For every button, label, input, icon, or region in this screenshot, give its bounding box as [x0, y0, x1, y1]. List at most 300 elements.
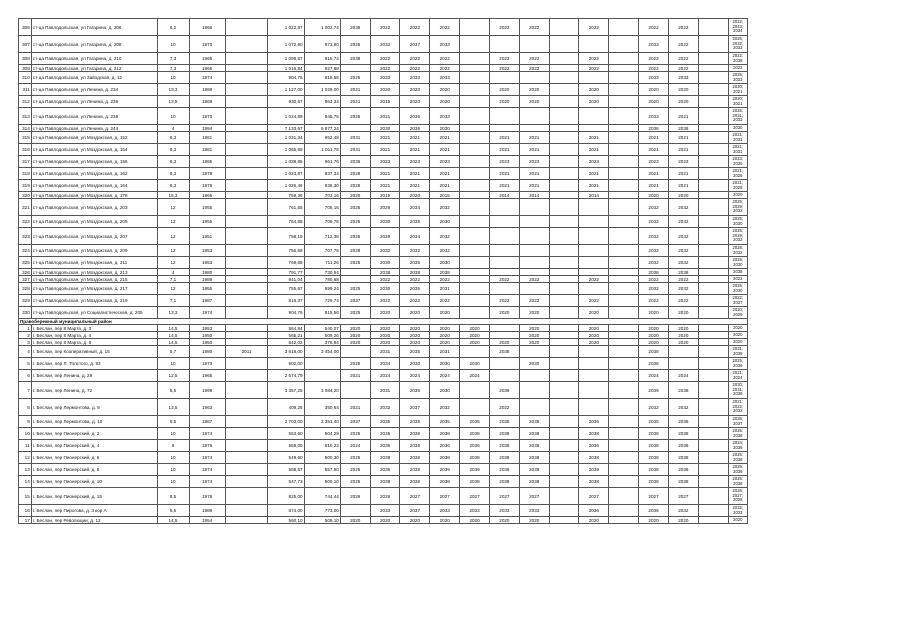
cell-f: 2035	[340, 156, 370, 168]
cell-q: 2036	[668, 440, 698, 452]
cell-q: 2021	[668, 144, 698, 156]
table-row	[19, 199, 748, 216]
cell-h: 2024	[400, 370, 430, 382]
cell-h: 2020	[400, 96, 430, 108]
cell-i: 2032	[430, 245, 460, 257]
cell-h: 2036	[400, 108, 430, 125]
cell-k: 2020	[489, 517, 519, 524]
cell-addr: ст-ца Павлодольская, ул Моздокская, д. 207	[31, 228, 157, 245]
cell-q: 2032	[668, 245, 698, 257]
cell-k	[489, 332, 519, 339]
cell-o	[609, 144, 639, 156]
cell-addr: ст-ца Павлодольская, ул Моздокская, д. 205	[31, 216, 157, 228]
cell-o	[609, 96, 639, 108]
cell-c	[225, 199, 268, 216]
cell-d: 3 357,25	[268, 382, 304, 399]
cell-a: 9,3	[157, 168, 189, 180]
cell-m	[549, 192, 579, 199]
cell-o	[609, 452, 639, 464]
cell-i: 2036	[430, 440, 460, 452]
cell-p: 2032	[639, 283, 669, 295]
cell-n2: 2027	[579, 488, 609, 505]
cell-h: 2021	[400, 180, 430, 192]
cell-l: 2039	[519, 464, 549, 476]
cell-f: 2020	[340, 332, 370, 339]
cell-o	[609, 65, 639, 72]
cell-n2: 2022	[579, 295, 609, 307]
cell-l: 2020	[519, 517, 549, 524]
cell-o	[609, 399, 639, 416]
cell-a: 9,3	[157, 144, 189, 156]
cell-r: 2022	[728, 65, 747, 72]
cell-c	[225, 53, 268, 65]
cell-h: 2020	[400, 192, 430, 199]
cell-m	[549, 180, 579, 192]
cell-addr: г. Беслан, пер Ленина, д. 29	[31, 370, 157, 382]
cell-e: 2 351,40	[304, 416, 340, 428]
cell-o	[609, 339, 639, 346]
cell-n2: 2020	[579, 96, 609, 108]
cell-e: 945,76	[304, 108, 340, 125]
cell-p: 2022	[639, 65, 669, 72]
cell-addr: ст-ца Павлодольская, ул Гагарина, д. 208	[31, 36, 157, 53]
cell-q: 2020	[668, 325, 698, 332]
cell-d: 1 038,85	[268, 156, 304, 168]
cell-k: 2020	[489, 307, 519, 319]
cell-n2	[579, 283, 609, 295]
cell-p: 2022	[639, 276, 669, 283]
cell-c	[225, 192, 268, 199]
cell-b: 1973	[189, 358, 225, 370]
cell-e: 863,34	[304, 96, 340, 108]
cell-p: 2020	[639, 339, 669, 346]
cell-a: 12	[157, 245, 189, 257]
cell-f: 2020	[340, 192, 370, 199]
cell-d: 547,73	[268, 476, 304, 488]
cell-b: 1980	[189, 269, 225, 276]
cell-c	[225, 488, 268, 505]
cell-addr: г. Беслан, пер Пирогова, д. 3 кор А	[31, 505, 157, 517]
cell-a: 10	[157, 428, 189, 440]
cell-o	[609, 245, 639, 257]
cell-h: 2027	[400, 488, 430, 505]
cell-q: 2032	[668, 199, 698, 216]
cell-r: 2025; 2029; 2032	[728, 199, 747, 216]
cell-m	[549, 84, 579, 96]
cell-k: 2021	[489, 144, 519, 156]
cell-f: 2021	[340, 370, 370, 382]
cell-k	[489, 325, 519, 332]
cell-n: 3	[19, 339, 32, 346]
cell-e: 500,10	[304, 476, 340, 488]
cell-empty	[698, 276, 728, 283]
cell-a: 10	[157, 36, 189, 53]
cell-f: 2025	[340, 228, 370, 245]
cell-i: 2030	[430, 382, 460, 399]
cell-c	[225, 339, 268, 346]
cell-k: 2022	[489, 399, 519, 416]
cell-p: 2038	[639, 476, 669, 488]
cell-r: 2022	[728, 276, 747, 283]
cell-n2	[579, 346, 609, 358]
cell-q: 2038	[668, 125, 698, 132]
cell-d: 2 703,00	[268, 416, 304, 428]
cell-q	[668, 358, 698, 370]
cell-g: 2022	[370, 53, 400, 65]
cell-m	[549, 488, 579, 505]
cell-empty	[698, 488, 728, 505]
cell-q: 2024	[668, 370, 698, 382]
cell-empty	[698, 416, 728, 428]
cell-c	[225, 72, 268, 84]
cell-j: 2038	[460, 452, 490, 464]
cell-j	[460, 199, 490, 216]
cell-o	[609, 132, 639, 144]
cell-n2: 2020	[579, 517, 609, 524]
table-row	[19, 307, 748, 319]
cell-n2: 2020	[579, 307, 609, 319]
cell-d: 1 022,87	[268, 19, 304, 36]
cell-e	[304, 358, 340, 370]
cell-m	[549, 276, 579, 283]
cell-e: 1 029,00	[304, 84, 340, 96]
table-row	[19, 370, 748, 382]
cell-c	[225, 464, 268, 476]
cell-f: 2028	[340, 245, 370, 257]
cell-r: 2021; 2024	[728, 370, 747, 382]
cell-n: 308	[19, 53, 32, 65]
cell-i: 2020	[430, 517, 460, 524]
cell-n: 316	[19, 144, 32, 156]
cell-g: 2021	[370, 144, 400, 156]
cell-empty	[698, 283, 728, 295]
cell-r: 2021; 2028	[728, 180, 747, 192]
table-row	[19, 245, 748, 257]
cell-q: 2038	[668, 476, 698, 488]
cell-i: 2021	[430, 180, 460, 192]
cell-h: 2036	[400, 440, 430, 452]
cell-l: 2020	[519, 96, 549, 108]
cell-k: 2027	[489, 488, 519, 505]
table-row	[19, 192, 748, 199]
cell-n: 323	[19, 228, 32, 245]
cell-e: 500,30	[304, 452, 340, 464]
cell-l	[519, 346, 549, 358]
cell-addr: ст-ца Павлодольская, ул Моздокская, д. 156	[31, 156, 157, 168]
cell-i: 2035	[430, 416, 460, 428]
cell-c	[225, 517, 268, 524]
cell-g: 2031	[370, 382, 400, 399]
cell-n2: 2021	[579, 180, 609, 192]
cell-k	[489, 216, 519, 228]
table-row	[19, 452, 748, 464]
cell-n: 321	[19, 199, 32, 216]
cell-i: 2020	[430, 96, 460, 108]
cell-i: 2020	[430, 339, 460, 346]
cell-d: 3 618,00	[268, 346, 304, 358]
cell-c	[225, 452, 268, 464]
cell-f: 2020	[340, 325, 370, 332]
cell-addr: ст-ца Павлодольская, ул Моздокская, д. 213	[31, 269, 157, 276]
table-row	[19, 65, 748, 72]
cell-a: 13,3	[157, 307, 189, 319]
cell-i: 2033	[430, 108, 460, 125]
cell-m	[549, 295, 579, 307]
table-row	[19, 358, 748, 370]
cell-k: 2036	[489, 440, 519, 452]
cell-k: 2038	[489, 476, 519, 488]
cell-d: 761,56	[268, 199, 304, 216]
cell-l	[519, 72, 549, 84]
cell-g: 2033	[370, 72, 400, 84]
cell-i: 2021	[430, 132, 460, 144]
cell-i: 2015	[430, 192, 460, 199]
cell-f: 2025	[340, 476, 370, 488]
cell-empty	[698, 517, 728, 524]
cell-empty	[698, 125, 728, 132]
cell-h: 2020	[400, 325, 430, 332]
cell-b: 1953	[189, 257, 225, 269]
cell-j	[460, 295, 490, 307]
cell-i: 2030	[430, 358, 460, 370]
cell-l: 2020	[519, 332, 549, 339]
cell-e: 509,26	[304, 332, 340, 339]
cell-l: 2022	[519, 276, 549, 283]
cell-d: 549,60	[268, 452, 304, 464]
cell-j	[460, 245, 490, 257]
cell-n2	[579, 216, 609, 228]
cell-h: 2032	[400, 245, 430, 257]
cell-o	[609, 125, 639, 132]
cell-f: 2020	[340, 339, 370, 346]
cell-r: 2025; 2038	[728, 476, 747, 488]
table-row	[19, 505, 748, 517]
cell-n: 326	[19, 269, 32, 276]
cell-n: 312	[19, 96, 32, 108]
cell-addr: г. Беслан, пер 8 Марта, д. 3	[31, 325, 157, 332]
cell-f	[340, 346, 370, 358]
cell-j: 2036	[460, 440, 490, 452]
cell-o	[609, 156, 639, 168]
cell-i: 2020	[430, 325, 460, 332]
table-row	[19, 156, 748, 168]
cell-j	[460, 19, 490, 36]
cell-c	[225, 428, 268, 440]
cell-k	[489, 370, 519, 382]
cell-j	[460, 72, 490, 84]
cell-r: 2032; 2033	[728, 505, 747, 517]
cell-r: 2028; 2032	[728, 245, 747, 257]
cell-l	[519, 269, 549, 276]
cell-r: 2021; 2022; 2032	[728, 399, 747, 416]
cell-k: 2035	[489, 416, 519, 428]
cell-h: 2034	[400, 199, 430, 216]
cell-addr: ст-ца Павлодольская, ул Моздокская, д. 154	[31, 144, 157, 156]
cell-i: 2024	[430, 370, 460, 382]
cell-n2: 2039	[579, 464, 609, 476]
cell-m	[549, 517, 579, 524]
cell-p: 2038	[639, 346, 669, 358]
cell-a: 13,5	[157, 399, 189, 416]
cell-n: 320	[19, 192, 32, 199]
cell-r: 2020; 2025	[728, 307, 747, 319]
cell-addr: ст-ца Павлодольская, ул Моздокская, д. 209	[31, 245, 157, 257]
cell-e: 540,07	[304, 325, 340, 332]
cell-k	[489, 358, 519, 370]
cell-k: 2021	[489, 180, 519, 192]
cell-k: 2038	[489, 452, 519, 464]
cell-e: 509,10	[304, 517, 340, 524]
cell-empty	[698, 72, 728, 84]
cell-e: 936,30	[304, 180, 340, 192]
table-row	[19, 428, 748, 440]
cell-f: 2025	[340, 216, 370, 228]
cell-n2: 2020	[579, 339, 609, 346]
cell-c	[225, 370, 268, 382]
cell-b: 1978	[189, 180, 225, 192]
cell-q: 2023	[668, 156, 698, 168]
cell-r: 2025; 2031; 2033	[728, 108, 747, 125]
cell-e: 915,74	[304, 53, 340, 65]
cell-c	[225, 84, 268, 96]
cell-i: 2032	[430, 399, 460, 416]
cell-j	[460, 168, 490, 180]
cell-n2: 2038	[579, 428, 609, 440]
cell-empty	[698, 370, 728, 382]
cell-q: 2036	[668, 464, 698, 476]
table-row	[19, 19, 748, 36]
cell-h: 2037	[400, 36, 430, 53]
cell-d: 1 015,84	[268, 65, 304, 72]
cell-r: 2035; 2037	[728, 416, 747, 428]
cell-k	[489, 228, 519, 245]
cell-i: 2038	[430, 476, 460, 488]
cell-e: 730,54	[304, 269, 340, 276]
cell-c	[225, 245, 268, 257]
cell-n: 4	[19, 346, 32, 358]
cell-d: 1 099,67	[268, 53, 304, 65]
cell-m	[549, 245, 579, 257]
cell-l: 2038	[519, 428, 549, 440]
cell-empty	[698, 192, 728, 199]
cell-addr: г. Беслан, пер 8 Марта, д. 6	[31, 339, 157, 346]
cell-l	[519, 228, 549, 245]
cell-m	[549, 399, 579, 416]
cell-f: 2037	[340, 416, 370, 428]
cell-h: 2036	[400, 382, 430, 399]
cell-l: 2038	[519, 452, 549, 464]
cell-o	[609, 358, 639, 370]
cell-m	[549, 283, 579, 295]
cell-m	[549, 358, 579, 370]
cell-l: 2022	[519, 53, 549, 65]
cell-h: 2021	[400, 168, 430, 180]
cell-n: 309	[19, 65, 32, 72]
cell-j	[460, 125, 490, 132]
cell-addr: ст-ца Павлодольская, ул Ленина, д. 236	[31, 96, 157, 108]
cell-k: 2023	[489, 156, 519, 168]
cell-m	[549, 108, 579, 125]
cell-a: 5,5	[157, 505, 189, 517]
cell-o	[609, 488, 639, 505]
table-row	[19, 84, 748, 96]
cell-g: 2020	[370, 517, 400, 524]
cell-m	[549, 452, 579, 464]
cell-p: 2032	[639, 399, 669, 416]
cell-a: 12	[157, 228, 189, 245]
cell-r: 2031; 2038	[728, 346, 747, 358]
cell-empty	[698, 132, 728, 144]
cell-m	[549, 72, 579, 84]
cell-e: 504,29	[304, 428, 340, 440]
cell-h: 2033	[400, 72, 430, 84]
cell-b: 1974	[189, 476, 225, 488]
cell-j	[460, 144, 490, 156]
cell-p: 2036	[639, 358, 669, 370]
cell-p: 2036	[639, 505, 669, 517]
cell-g: 2029	[370, 199, 400, 216]
cell-addr: г. Беслан, пер Лермонтова, д. 8	[31, 399, 157, 416]
cell-m	[549, 36, 579, 53]
cell-k: 2022	[489, 276, 519, 283]
cell-n: 10	[19, 428, 32, 440]
table-row	[19, 464, 748, 476]
cell-r: 2025; 2036	[728, 358, 747, 370]
cell-n: 5	[19, 358, 32, 370]
cell-k	[489, 199, 519, 216]
cell-g: 2022	[370, 65, 400, 72]
cell-p: 2033	[639, 72, 669, 84]
table-row	[19, 332, 748, 339]
cell-e: 780,68	[304, 276, 340, 283]
cell-r: 2020	[728, 339, 747, 346]
cell-g: 2034	[370, 358, 400, 370]
table-row	[19, 399, 748, 416]
cell-k: 2022	[489, 19, 519, 36]
cell-b: 1974	[189, 72, 225, 84]
cell-g: 2015	[370, 96, 400, 108]
cell-d: 755,67	[268, 283, 304, 295]
cell-b: 1976	[189, 488, 225, 505]
cell-d: 564,84	[268, 325, 304, 332]
cell-a: 12	[157, 257, 189, 269]
cell-e: 707,76	[304, 245, 340, 257]
cell-k: 2033	[489, 505, 519, 517]
cell-h: 2038	[400, 452, 430, 464]
cell-f: 2025	[340, 464, 370, 476]
cell-q: 2020	[668, 84, 698, 96]
cell-c	[225, 505, 268, 517]
cell-r: 2038	[728, 269, 747, 276]
cell-k	[489, 283, 519, 295]
cell-empty	[698, 325, 728, 332]
cell-q: 2021	[668, 132, 698, 144]
cell-g: 2021	[370, 180, 400, 192]
cell-q: 2038	[668, 428, 698, 440]
cell-p: 2039	[639, 382, 669, 399]
cell-n2: 2020	[579, 332, 609, 339]
cell-d: 502,00	[268, 358, 304, 370]
cell-p: 2038	[639, 452, 669, 464]
cell-n: 6	[19, 370, 32, 382]
cell-addr: г. Беслан, пер Ленина, д. 72	[31, 382, 157, 399]
cell-c	[225, 144, 268, 156]
table-row	[19, 180, 748, 192]
cell-empty	[698, 53, 728, 65]
cell-d: 904,76	[268, 72, 304, 84]
cell-f: 2025	[340, 428, 370, 440]
cell-p: 2032	[639, 245, 669, 257]
